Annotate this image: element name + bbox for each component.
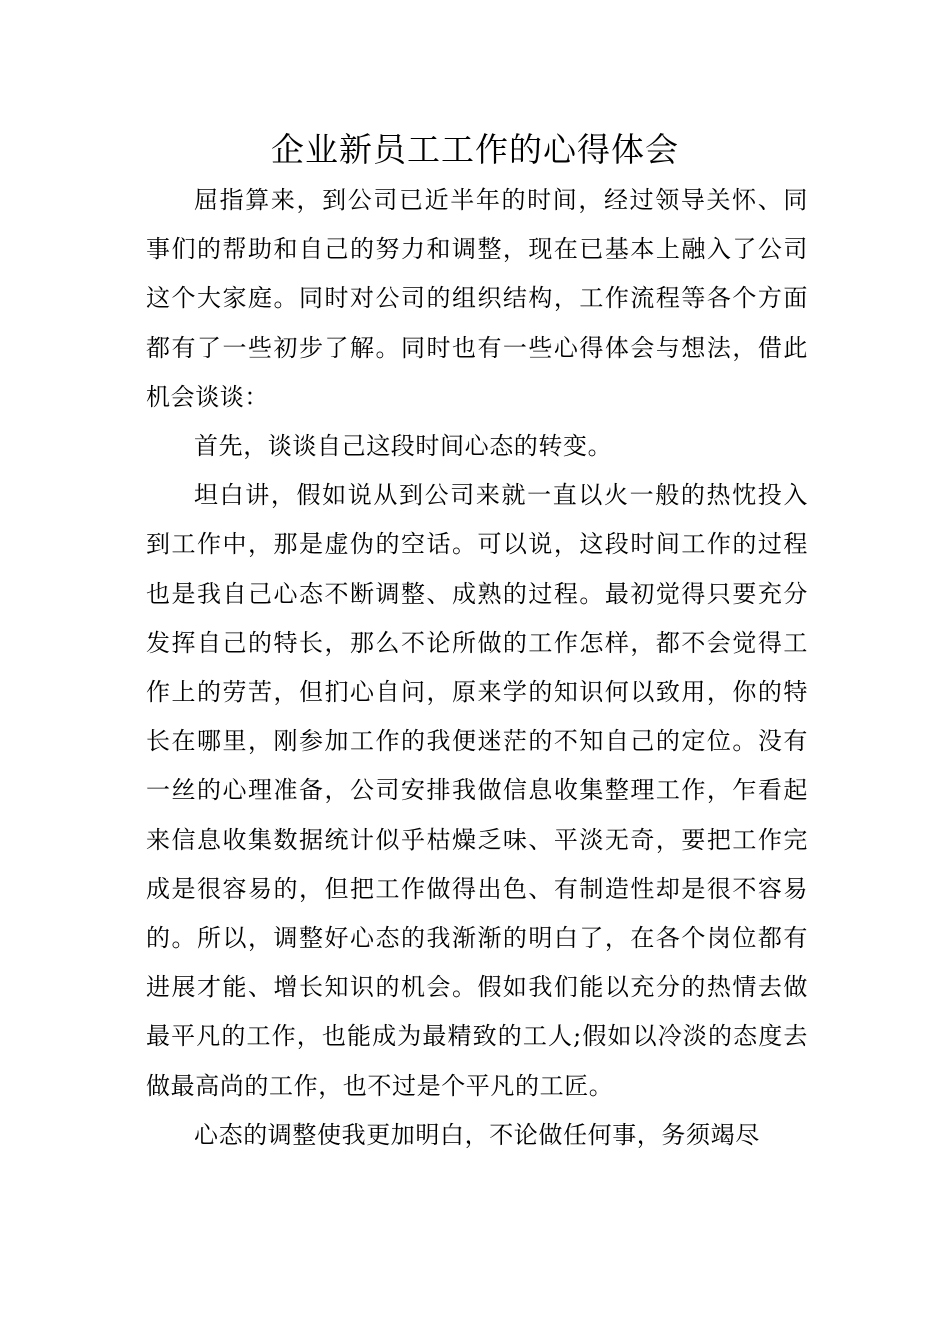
paragraph-first-point: 首先，谈谈自己这段时间心态的转变。: [194, 432, 613, 461]
paragraph-mindset-adjustment: 心态的调整使我更加明白，不论做任何事，务须竭尽: [194, 1120, 760, 1149]
document-title: 企业新员工工作的心得体会: [271, 130, 679, 169]
document-body: [146, 176, 808, 1160]
paragraph-intro: 屈指算来，到公司已近半年的时间，经过领导关怀、同事们的帮助和自己的努力和调整，现在已基本上融入了公司这个大家庭。同时对公司的组织结构，工作流程等各个方面都有了一些初步了解。同时也有一些心得体会与想法，借此机会谈谈：: [146, 186, 808, 411]
paragraph-mindset-change: 坦白讲，假如说从到公司来就一直以火一般的热忱投入到工作中，那是虚伪的空话。可以说，这段时间工作的过程也是我自己心态不断调整、成熟的过程。最初觉得只要充分发挥自己的特长，那么不论所做的工作怎样，都不会觉得工作上的劳苦，但扪心自问，原来学的知识何以致用，你的特长在哪里，刚参加工作的我便迷茫的不知自己的定位。没有一丝的心理准备，公司安排我做信息收集整理工作，乍看起来信息收集数据统计似乎枯燥乏味、平淡无奇，要把工作完成是很容易的，但把工作做得出色、有制造性却是很不容易的。所以，调整好心态的我渐渐的明白了，在各个岗位都有进展才能、增长知识的机会。假如我们能以充分的热情去做最平凡的工作，也能成为最精致的工人;假如以冷淡的态度去做最高尚的工作，也不过是个平凡的工匠。: [146, 481, 808, 1100]
